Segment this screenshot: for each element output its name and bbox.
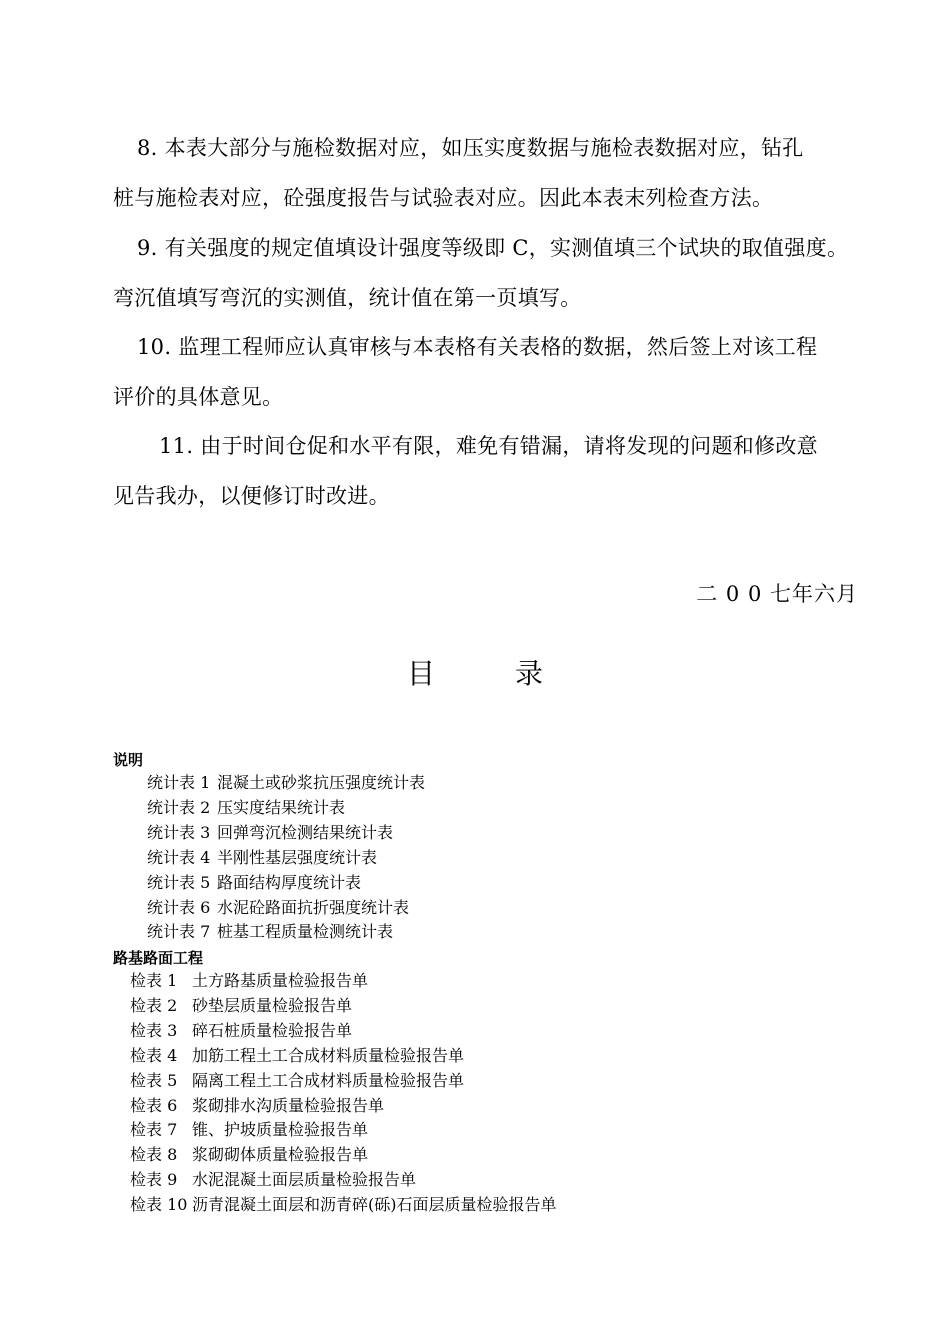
toc-item[interactable] <box>130 1069 557 1094</box>
toc-item[interactable] <box>130 1094 557 1119</box>
toc-item-name: 回弹弯沉检测结果统计表 <box>217 822 394 842</box>
toc-title-right: 录 <box>515 657 544 690</box>
toc-item-code: 检表 2 <box>130 995 178 1015</box>
toc-item[interactable] <box>147 796 425 821</box>
paragraph-9 <box>113 223 873 323</box>
toc-item[interactable] <box>147 771 425 796</box>
toc-item-code: 检表 4 <box>130 1045 178 1065</box>
paragraph-8 <box>113 123 873 223</box>
toc-item-code: 检表 5 <box>130 1070 178 1090</box>
toc-title-left: 目 <box>406 657 435 690</box>
toc-item-name: 沥青混凝土面层和沥青碎(砾)石面层质量检验报告单 <box>192 1195 557 1215</box>
toc-item-code: 统计表 3 <box>147 822 211 842</box>
toc-item[interactable] <box>130 994 557 1019</box>
toc-item-name: 浆砌排水沟质量检验报告单 <box>192 1095 385 1115</box>
toc-item-name: 砂垫层质量检验报告单 <box>192 995 353 1015</box>
toc-item-code: 检表 3 <box>130 1020 178 1040</box>
toc-item-code: 统计表 1 <box>147 773 211 792</box>
toc-item-name: 压实度结果统计表 <box>217 797 346 817</box>
toc-item[interactable] <box>130 1044 557 1069</box>
toc-item-code: 检表 10 <box>130 1195 188 1215</box>
toc-item[interactable] <box>130 969 557 994</box>
toc-item-code: 统计表 5 <box>147 872 211 892</box>
toc-item-name: 路面结构厚度统计表 <box>217 872 362 892</box>
toc-item-name: 土方路基质量检验报告单 <box>192 971 369 990</box>
toc-item-name: 混凝土或砂浆抗压强度统计表 <box>217 773 426 792</box>
toc-item[interactable] <box>130 1168 557 1193</box>
toc-item-code: 统计表 6 <box>147 897 211 917</box>
toc-item-code: 统计表 7 <box>147 922 211 942</box>
toc-item[interactable] <box>147 846 425 871</box>
toc-item[interactable] <box>130 1019 557 1044</box>
paragraph-11-line1: 11. 由于时间仓促和水平有限，难免有错漏，请将发现的问题和修改意 <box>159 434 818 458</box>
toc-item[interactable] <box>130 1143 557 1168</box>
toc-item-code: 检表 8 <box>130 1145 178 1165</box>
toc-check-list <box>130 969 557 1218</box>
toc-item-code: 检表 7 <box>130 1120 178 1140</box>
toc-item-code: 统计表 2 <box>147 797 211 817</box>
toc-item[interactable] <box>147 821 425 846</box>
paragraph-8-line1: 8. 本表大部分与施检数据对应，如压实度数据与施检表数据对应，钻孔 <box>137 136 804 160</box>
toc-item-name: 水泥砼路面抗折强度统计表 <box>217 897 410 917</box>
toc-item-code: 检表 6 <box>130 1095 178 1115</box>
toc-section-roadbed[interactable]: 路基路面工程 <box>113 949 204 967</box>
toc-item[interactable] <box>147 871 425 896</box>
toc-item[interactable] <box>147 920 425 945</box>
toc-stat-list <box>147 771 425 945</box>
toc-item-code: 统计表 4 <box>147 847 211 867</box>
paragraph-9-line2: 弯沉值填写弯沉的实测值，统计值在第一页填写。 <box>113 286 582 310</box>
paragraph-10 <box>113 322 873 422</box>
paragraph-11 <box>113 421 873 521</box>
toc-item-name: 加筋工程土工合成材料质量检验报告单 <box>192 1045 465 1065</box>
paragraph-10-line1: 10. 监理工程师应认真审核与本表格有关表格的数据，然后签上对该工程 <box>137 335 818 359</box>
toc-item[interactable] <box>147 896 425 921</box>
toc-item-name: 浆砌砌体质量检验报告单 <box>192 1145 369 1165</box>
toc-section-notes[interactable]: 说明 <box>113 751 144 769</box>
toc-item[interactable] <box>130 1118 557 1143</box>
paragraph-9-line1: 9. 有关强度的规定值填设计强度等级即 C，实测值填三个试块的取值强度。 <box>137 236 849 260</box>
toc-title <box>0 650 950 698</box>
document-date: 二 0 0 七年六月 <box>696 582 858 606</box>
toc-item-name: 水泥混凝土面层质量检验报告单 <box>192 1170 417 1190</box>
paragraph-8-line2: 桩与施检表对应，砼强度报告与试验表对应。因此本表末列检查方法。 <box>113 186 774 210</box>
toc-item-code: 检表 9 <box>130 1170 178 1190</box>
toc-item-name: 隔离工程土工合成材料质量检验报告单 <box>192 1070 465 1090</box>
toc-item-name: 半刚性基层强度统计表 <box>217 847 378 867</box>
toc-item-code: 检表 1 <box>130 971 178 990</box>
toc-item-name: 锥、护坡质量检验报告单 <box>192 1120 369 1140</box>
paragraph-10-line2: 评价的具体意见。 <box>113 385 284 409</box>
toc-item[interactable] <box>130 1193 557 1218</box>
toc-item-name: 碎石桩质量检验报告单 <box>192 1020 353 1040</box>
toc-item-name: 桩基工程质量检测统计表 <box>217 922 394 942</box>
paragraph-11-line2: 见告我办，以便修订时改进。 <box>113 484 390 508</box>
